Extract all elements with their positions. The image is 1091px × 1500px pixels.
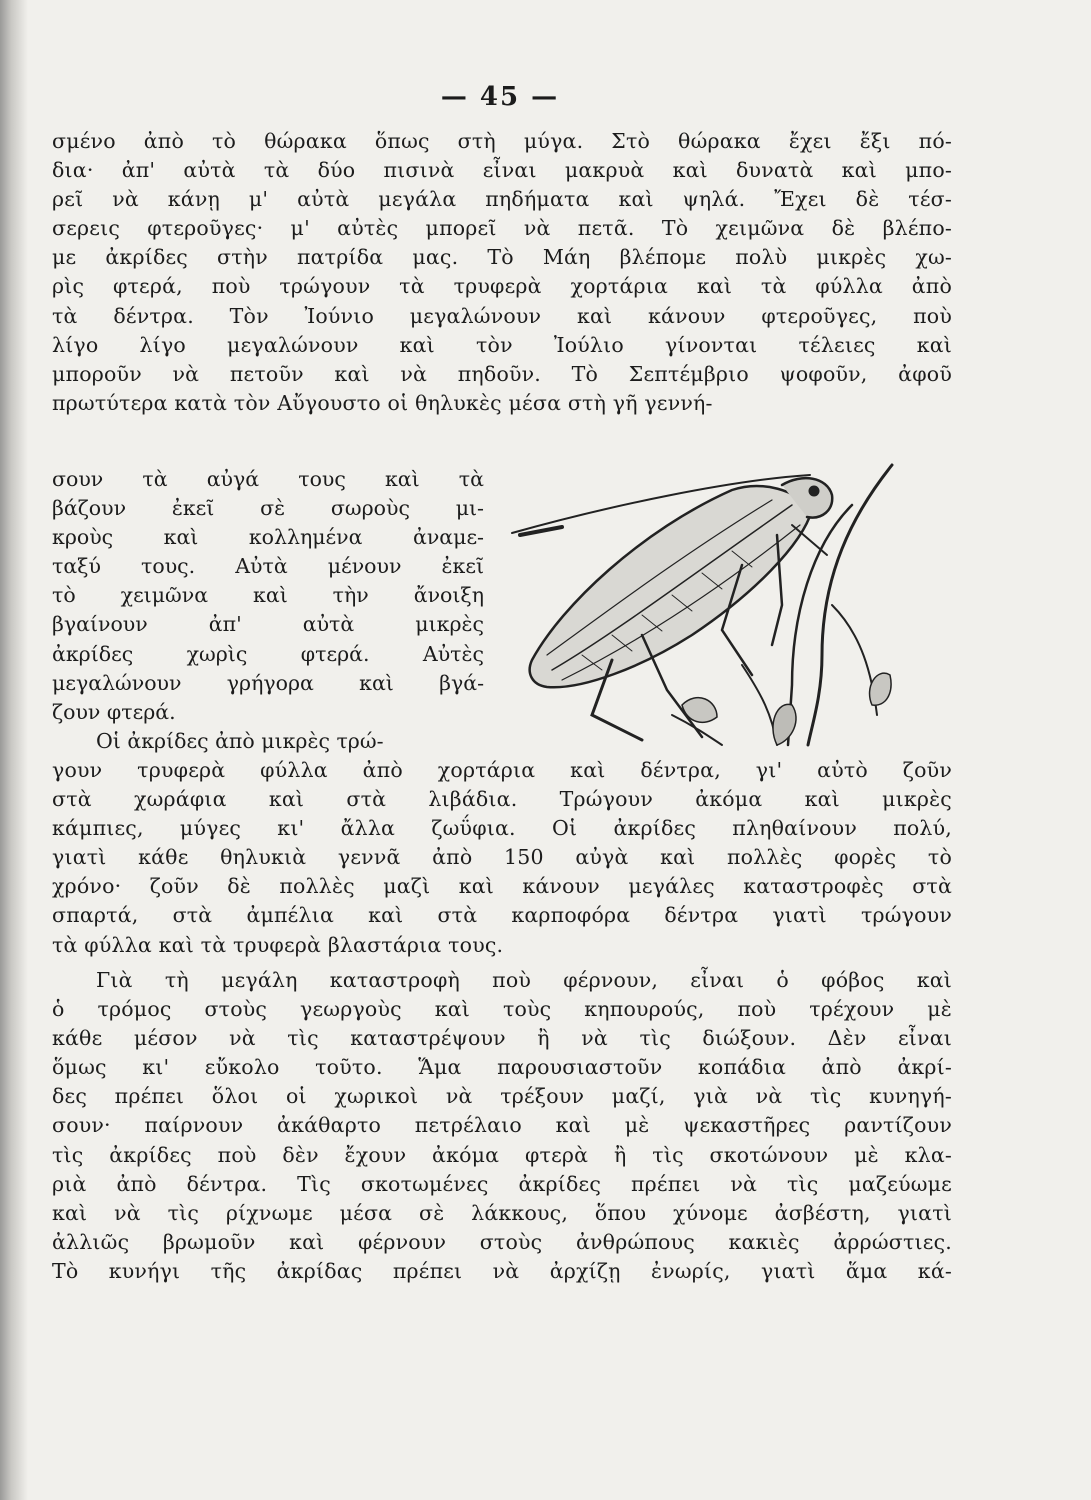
text-line: στὰ χωράφια καὶ στὰ λιβάδια. Τρώγουν ἀκόμα καὶ μικρὲς: [52, 787, 952, 812]
text-line: λίγο λίγο μεγαλώνουν καὶ τὸν Ἰούλιο γίνονται τέλειες καὶ: [52, 332, 952, 357]
grasshopper-illustration: [492, 455, 904, 755]
text-line: βάζουν ἐκεῖ σὲ σωροὺς μι-: [52, 496, 484, 521]
text-line: βγαίνουν ἀπ' αὐτὰ μικρὲς: [52, 612, 484, 637]
binding-shadow: [0, 0, 28, 1500]
text-line: δια· ἀπ' αὐτὰ τὰ δύο πισινὰ εἶναι μακρυὰ καὶ δυνατὰ καὶ μπο-: [52, 158, 952, 183]
wrapped-paragraph: [52, 465, 484, 756]
text-line: ζουν φτερά.: [52, 699, 176, 724]
text-line: κάθε μέσον νὰ τὶς καταστρέψουν ἢ νὰ τὶς διώξουν. Δὲν εἶναι: [52, 1026, 952, 1051]
text-line: ὁ τρόμος στοὺς γεωργοὺς καὶ τοὺς κηπουρούς, ποὺ τρέχουν μὲ: [52, 997, 952, 1022]
text-line: ταξύ τους. Αὐτὰ μένουν ἐκεῖ: [52, 554, 484, 579]
text-line: γιατὶ κάθε θηλυκιὰ γεννᾶ ἀπὸ 150 αὐγὰ καὶ πολλὲς φορὲς τὸ: [52, 845, 952, 870]
text-line: μποροῦν νὰ πετοῦν καὶ νὰ πηδοῦν. Τὸ Σεπτέμβριο ψοφοῦν, ἀφοῦ: [52, 361, 952, 386]
text-line: τὸ χειμῶνα καὶ τὴν ἄνοιξη: [52, 583, 484, 608]
text-line: σερεις φτεροῦγες· μ' αὐτὲς μπορεῖ νὰ πετᾶ. Τὸ χειμῶνα δὲ βλέπο-: [52, 216, 952, 241]
text-line: χρόνο· ζοῦν δὲ πολλὲς μαζὶ καὶ κάνουν μεγάλες καταστροφὲς στὰ: [52, 874, 952, 899]
text-line: σπαρτά, στὰ ἀμπέλια καὶ στὰ καρποφόρα δέντρα γιατὶ τρώγουν: [52, 903, 952, 928]
text-line: Γιὰ τὴ μεγάλη καταστροφὴ ποὺ φέρνουν, εἶναι ὁ φόβος καὶ: [96, 968, 952, 992]
text-line: κροὺς καὶ κολλημένα ἀναμε-: [52, 525, 484, 550]
text-line: ἀκρίδες χωρὶς φτερά. Αὐτὲς: [52, 641, 484, 666]
text-line: τὶς ἀκρίδες ποὺ δὲν ἔχουν ἀκόμα φτερὰ ἢ τὶς σκοτώνουν μὲ κλα-: [52, 1142, 952, 1167]
text-line: ἀλλιῶς βρωμοῦν καὶ φέρνουν στοὺς ἀνθρώπους κακιὲς ἀρρώστιες.: [52, 1229, 952, 1254]
text-line: τὰ δέντρα. Τὸν Ἰούνιο μεγαλώνουν καὶ κάνουν φτεροῦγες, ποὺ: [52, 303, 952, 328]
text-line: δες πρέπει ὅλοι οἱ χωρικοὶ νὰ τρέξουν μαζί, γιὰ νὰ τὶς κυνηγή-: [52, 1084, 952, 1109]
lower-paragraph-1: [52, 756, 952, 960]
text-line: ρὶς φτερά, ποὺ τρώγουν τὰ τρυφερὰ χορτάρια καὶ τὰ φύλλα ἀπὸ: [52, 274, 952, 299]
text-line: με ἀκρίδες στὴν πατρίδα μας. Τὸ Μάη βλέπομε πολὺ μικρὲς χω-: [52, 245, 952, 270]
text-line: γουν τρυφερὰ φύλλα ἀπὸ χορτάρια καὶ δέντρα, γι' αὐτὸ ζοῦν: [52, 758, 952, 782]
text-line: κάμπιες, μύγες κι' ἄλλα ζωΰφια. Οἱ ἀκρίδες πληθαίνουν πολύ,: [52, 816, 952, 841]
paragraph-2: [52, 966, 952, 1286]
text-line: τὰ φύλλα καὶ τὰ τρυφερὰ βλαστάρια τους.: [52, 932, 504, 957]
text-line: πρωτύτερα κατὰ τὸν Αὔγουστο οἱ θηλυκὲς μέσα στὴ γῆ γεννή-: [52, 390, 713, 415]
text-line: σμένο ἀπὸ τὸ θώρακα ὅπως στὴ μύγα. Στὸ θώρακα ἔχει ἔξι πό-: [52, 129, 952, 153]
text-line: ριὰ ἀπὸ δέντρα. Τὶς σκοτωμένες ἀκρίδες πρέπει νὰ τὶς μαζεύωμε: [52, 1171, 952, 1196]
page-number: — 45 —: [440, 82, 560, 112]
text-line: Τὸ κυνήγι τῆς ἀκρίδας πρέπει νὰ ἀρχίζῃ ἐνωρίς, γιατὶ ἅμα κά-: [52, 1258, 952, 1283]
text-line: ὅμως κι' εὔκολο τοῦτο. Ἅμα παρουσιαστοῦν κοπάδια ἀπὸ ἀκρί-: [52, 1055, 952, 1080]
text-line: μεγαλώνουν γρήγορα καὶ βγά-: [52, 670, 484, 695]
text-line: σουν τὰ αὐγά τους καὶ τὰ: [52, 467, 484, 491]
text-line: ρεῖ νὰ κάνῃ μ' αὐτὰ μεγάλα πηδήματα καὶ ψηλά. Ἔχει δὲ τέσ-: [52, 187, 952, 212]
text-line: σουν· παίρνουν ἀκάθαρτο πετρέλαιο καὶ μὲ ψεκαστῆρες ραντίζουν: [52, 1113, 952, 1138]
text-line: Οἱ ἀκρίδες ἀπὸ μικρὲς τρώ-: [96, 728, 384, 753]
top-paragraph: [52, 127, 952, 418]
text-line: καὶ νὰ τὶς ρίχνωμε μέσα σὲ λάκκους, ὅπου χύνομε ἀσβέστη, γιατὶ: [52, 1200, 952, 1225]
